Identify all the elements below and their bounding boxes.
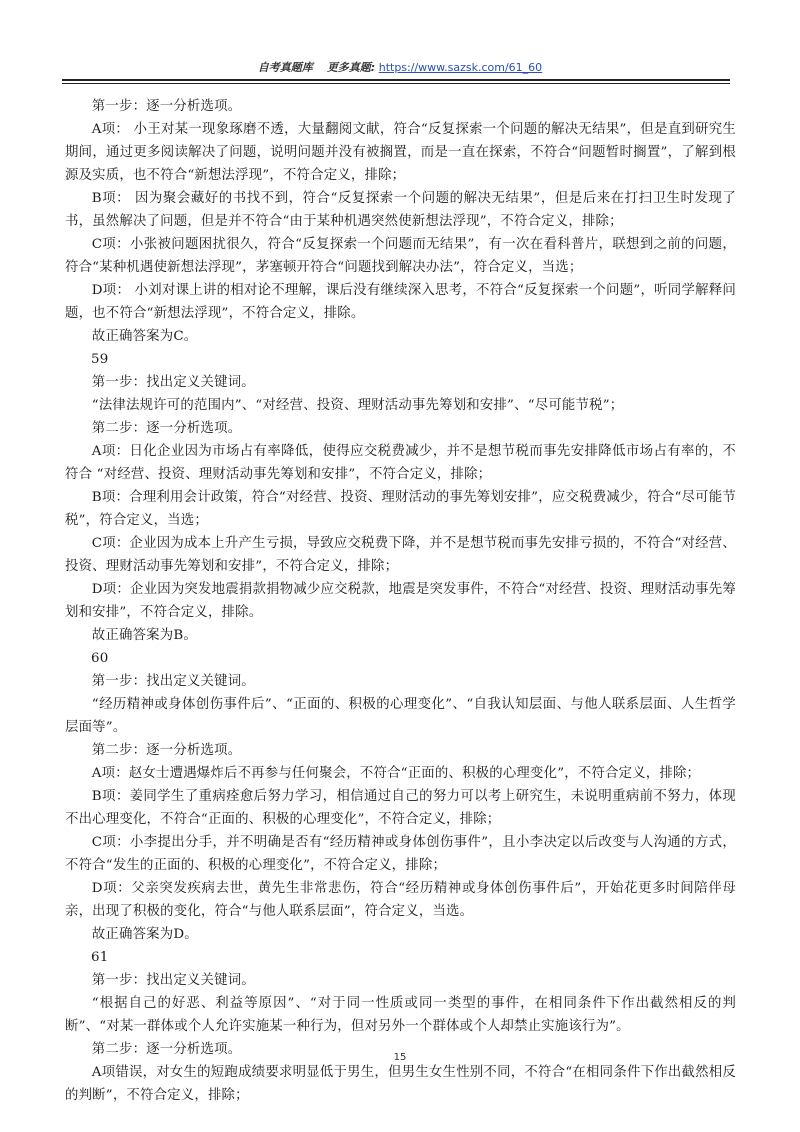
header-site-label: 自考真题库 [257, 61, 313, 74]
paragraph: B项：合理利用会计政策，符合“对经营、投资、理财活动的事先筹划安排”，应交税费减少，符合“尽可能节税”，符合定义，当选； [65, 490, 736, 528]
paragraph: C项：小张被问题困扰很久，符合“反复探索一个问题而无结果”，有一次在看科普片，联想到之前的问题，符合“某种机遇使新想法浮现”，茅塞顿开符合“问题找到解决办法”，符合定义，当选； [65, 237, 736, 275]
answer-line: 故正确答案为D。 [91, 927, 198, 942]
document-body [65, 95, 736, 1107]
page-header [90, 59, 710, 79]
paragraph: 第一步：找出定义关键词。 [91, 674, 255, 689]
paragraph: 第二步：逐一分析选项。 [91, 1042, 242, 1057]
paragraph: “经历精神或身体创伤事件后”、“正面的、积极的心理变化”、“自我认知层面、与他人联系层面、人生哲学层面等”。 [65, 697, 736, 735]
question-number: 61 [91, 950, 109, 965]
paragraph: A项错误，对女生的短跑成绩要求明显低于男生，但男生女生性别不同，不符合“在相同条件下作出截然相反的判断”，不符合定义，排除； [65, 1065, 736, 1103]
header-divider [62, 79, 730, 84]
paragraph: B项： 因为聚会藏好的书找不到，符合“反复探索一个问题的解决无结果”，但是后来在打扫卫生时发现了书，虽然解决了问题，但是并不符合“由于某种机遇突然使新想法浮现”，不符合定义，排除； [65, 191, 736, 229]
question-number: 59 [91, 352, 109, 367]
paragraph: A项： 小王对某一现象琢磨不透，大量翻阅文献，符合“反复探索一个问题的解决无结果”，但是直到研究生期间，通过更多阅读解决了问题，说明问题并没有被搁置，而是一直在探索，不符合“问题暂时搁置”，了解到根源及实质，也不符合“新想法浮现”，不符合定义，排除； [65, 122, 736, 183]
paragraph: 第一步：找出定义关键词。 [91, 973, 255, 988]
paragraph: 第二步：逐一分析选项。 [91, 421, 242, 436]
header-more-label: 更多真题: [326, 61, 376, 74]
paragraph: D项： 小刘对课上讲的相对论不理解，课后没有继续深入思考，不符合“反复探索一个问题”，听同学解释问题，也不符合“新想法浮现”，不符合定义，排除。 [65, 283, 736, 321]
paragraph: “根据自己的好恶、利益等原因”、“对于同一性质或同一类型的事件，在相同条件下作出截然相反的判断”、“对某一群体或个人允许实施某一种行为，但对另外一个群体或个人却禁止实施该行为”。 [65, 996, 736, 1034]
paragraph: 第一步：找出定义关键词。 [91, 375, 255, 390]
paragraph: 第一步：逐一分析选项。 [91, 99, 242, 114]
paragraph: C项：小李提出分手，并不明确是否有“经历精神或身体创伤事件”，且小李决定以后改变与人沟通的方式，不符合“发生的正面的、积极的心理变化”，不符合定义，排除； [65, 835, 736, 873]
paragraph: 第二步：逐一分析选项。 [91, 743, 242, 758]
answer-line: 故正确答案为C。 [91, 329, 198, 344]
paragraph: D项：企业因为突发地震捐款捐物减少应交税款，地震是突发事件，不符合“对经营、投资、理财活动事先筹划和安排”，不符合定义，排除。 [65, 582, 736, 620]
question-number: 60 [91, 651, 109, 666]
paragraph: “法律法规许可的范围内”、“对经营、投资、理财活动事先筹划和安排”、“尽可能节税”； [91, 398, 624, 413]
answer-line: 故正确答案为B。 [91, 628, 197, 643]
paragraph: B项：姜同学生了重病痊愈后努力学习，相信通过自己的努力可以考上研究生，未说明重病前不努力，体现不出心理变化，不符合“正面的、积极的心理变化”，不符合定义，排除； [65, 789, 736, 827]
page-number: 15 [393, 1052, 407, 1063]
paragraph: A项：赵女士遭遇爆炸后不再参与任何聚会，不符合“正面的、积极的心理变化”，不符合定义，排除； [91, 766, 701, 781]
paragraph: D项：父亲突发疾病去世，黄先生非常悲伤，符合“经历精神或身体创伤事件后”，开始花更多时间陪伴母亲，出现了积极的变化，符合“与他人联系层面”，符合定义，当选。 [65, 881, 736, 919]
header-url-link[interactable]: https://www.sazsk.com/61_60 [378, 61, 543, 74]
paragraph: A项：日化企业因为市场占有率降低，使得应交税费减少，并不是想节税而事先安排降低市场占有率的，不符合 “对经营、投资、理财活动事先筹划和安排”，不符合定义，排除； [65, 444, 736, 482]
paragraph: C项：企业因为成本上升产生亏损，导致应交税费下降，并不是想节税而事先安排亏损的，不符合“对经营、投资、理财活动事先筹划和安排”，不符合定义，排除； [65, 536, 736, 574]
